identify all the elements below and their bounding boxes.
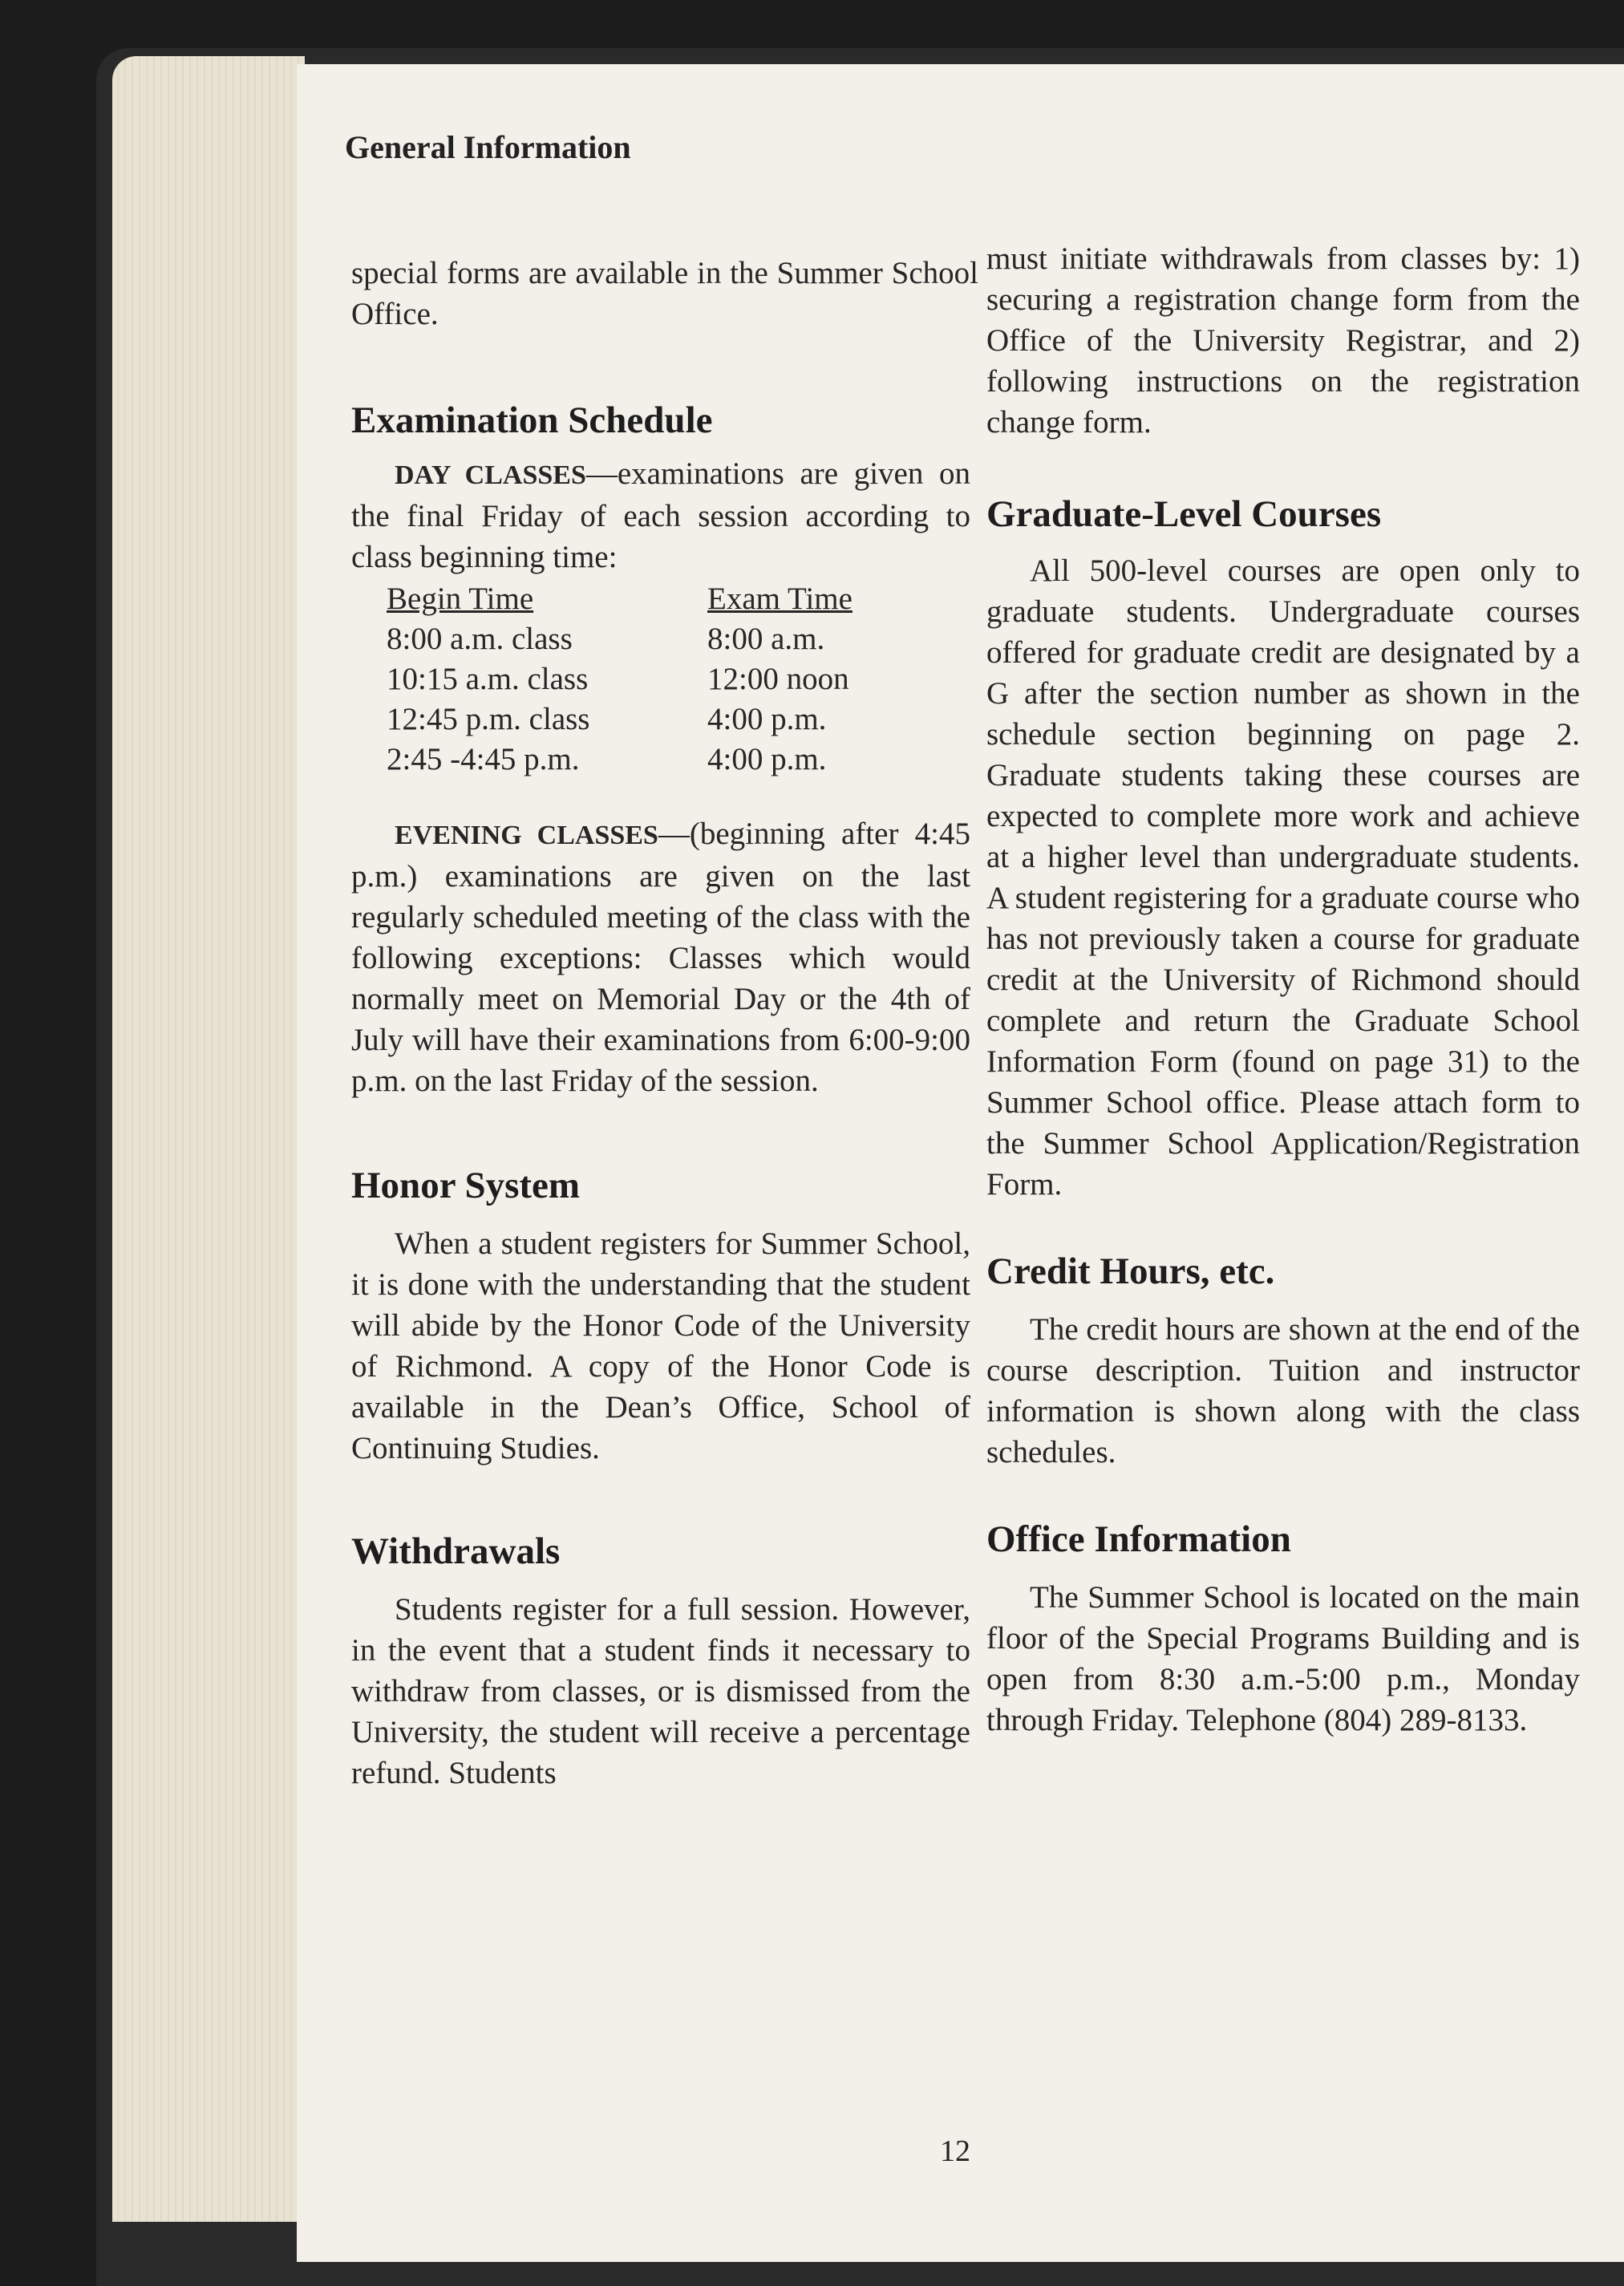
book-page — [297, 64, 1624, 2262]
credit-hours-heading: Credit Hours, etc. — [986, 1250, 1275, 1292]
evening-classes-text: —(beginning after 4:45 p.m.) examinations are given on the last regularly scheduled meeting of the class with the following exceptions: Classes which would normally meet on Memorial Day or the 4th of July will have their examinations from 6:00-9:00 p.m. on the last Friday of the session. — [351, 817, 970, 1098]
page-number: 12 — [940, 2134, 970, 2168]
begin-time-cell: 12:45 p.m. class — [387, 702, 590, 736]
office-information-paragraph: The Summer School is located on the main floor of the Special Programs Building and is open from 8:30 a.m.-5:00 p.m., Monday through Friday. Telephone (804) 289-8133. — [986, 1580, 1580, 1737]
intro-paragraph: special forms are available in the Summer School Office. — [351, 256, 978, 331]
withdrawals-paragraph: Students register for a full session. However, in the event that a student finds it necessary to withdraw from classes, or is dismissed from the University, the student will receive a percentage refund. Students — [351, 1592, 970, 1790]
graduate-courses-paragraph: All 500-level courses are open only to graduate students. Undergraduate courses offered for graduate credit are designated by a G after the section number as shown in the schedule section beginning on page 2. Graduate students taking these courses are expected to complete more work and achieve at a higher level than undergraduate students. A student registering for a graduate course who has not previously taken a course for graduate credit at the University of Richmond should complete and return the Graduate School Information Form (found on page 31) to the Summer School office. Please attach form to the Summer School Application/Registration Form. — [986, 553, 1580, 1202]
withdrawals-continued-paragraph: must initiate withdrawals from classes by: 1) securing a registration change form from the Office of the University Registrar, and 2) following instructions on the registration change form. — [986, 241, 1580, 440]
evening-classes-label: EVENING CLASSES — [395, 821, 658, 850]
graduate-courses-heading: Graduate-Level Courses — [986, 493, 1382, 535]
exam-schedule-heading: Examination Schedule — [351, 399, 713, 441]
exam-time-cell: 12:00 noon — [707, 662, 849, 696]
exam-time-cell: 4:00 p.m. — [707, 742, 827, 776]
exam-time-header: Exam Time — [707, 582, 852, 616]
table-row — [387, 699, 852, 740]
withdrawals-heading: Withdrawals — [351, 1530, 561, 1572]
begin-time-cell: 10:15 a.m. class — [387, 662, 589, 696]
day-classes-paragraph — [351, 453, 970, 578]
table-row — [387, 619, 852, 659]
exam-time-table — [387, 579, 852, 780]
right-column — [986, 241, 1580, 1741]
table-row — [387, 659, 852, 699]
day-classes-text: —examinations are given on the final Friday of each session according to class beginning time: — [351, 456, 971, 574]
office-information-heading: Office Information — [986, 1518, 1291, 1560]
running-head: General Information — [345, 129, 631, 165]
left-column — [351, 253, 1027, 1794]
honor-system-paragraph: When a student registers for Summer School, it is done with the understanding that the student will abide by the Honor Code of the University of Richmond. A copy of the Honor Code is available in the Dean’s Office, School of Continuing Studies. — [351, 1226, 970, 1465]
day-classes-label: DAY CLASSES — [395, 460, 586, 490]
begin-time-cell: 8:00 a.m. class — [387, 622, 573, 656]
table-row — [387, 740, 852, 780]
evening-classes-paragraph — [351, 813, 970, 1101]
page-edges — [112, 56, 305, 2222]
credit-hours-paragraph: The credit hours are shown at the end of the course description. Tuition and instructor information is shown along with the class schedules. — [986, 1312, 1580, 1469]
begin-time-header: Begin Time — [387, 582, 534, 616]
exam-time-cell: 8:00 a.m. — [707, 622, 825, 656]
exam-time-cell: 4:00 p.m. — [707, 702, 827, 736]
begin-time-cell: 2:45 -4:45 p.m. — [387, 742, 580, 776]
honor-system-heading: Honor System — [351, 1165, 581, 1206]
table-header-row — [387, 579, 852, 619]
